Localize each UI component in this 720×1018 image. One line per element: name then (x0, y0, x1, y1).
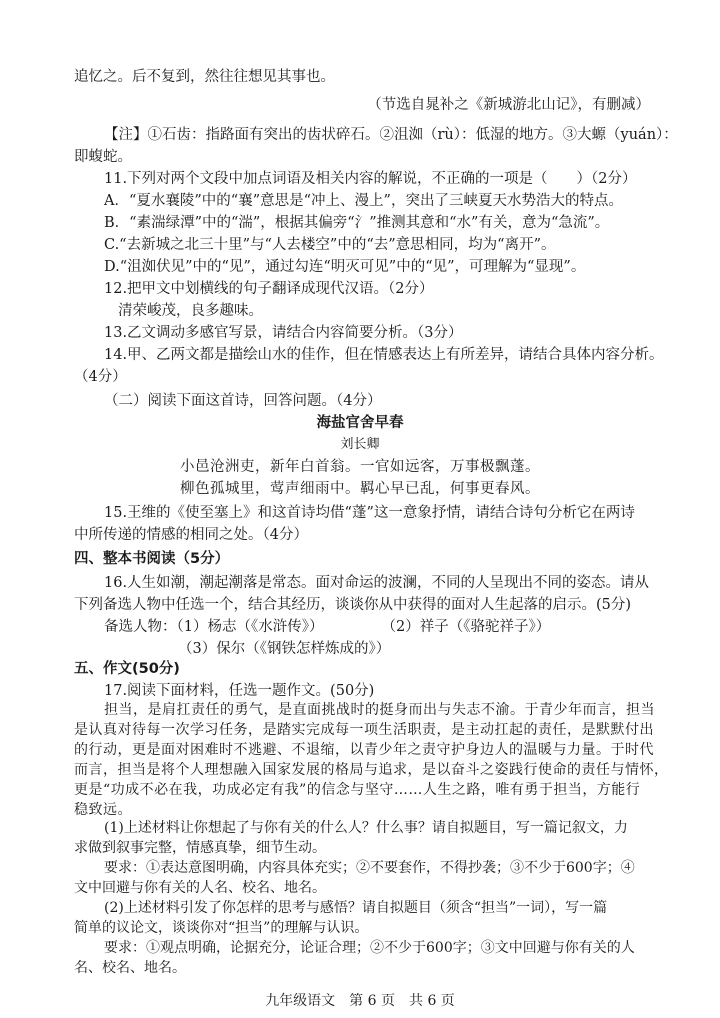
section-heading: （二）阅读下面这首诗，回答问题。（4分） (104, 393, 382, 409)
essay-prompt-1: 求做到叙事完整，情感真挚，细节生动。 (74, 840, 326, 856)
option-d: D.“沮洳伏见”中的“见”，通过勾连“明灭可见”中的“见”，可理解为“显现”。 (104, 259, 586, 275)
annotation-note: 即蝮蛇。 (74, 149, 132, 165)
candidate-list: 备选人物：（1）杨志（《水浒传》） （2）祥子（《骆驼祥子》） (104, 619, 551, 635)
annotation-note: 【注】①石齿：指路面有突出的齿状碎石。②沮洳（rù）：低湿的地方。③大螈（yuán）： (104, 127, 678, 143)
option-c: C.“去新城之北三十里”与“人去楼空”中的“去”意思相同，均为“离开”。 (104, 237, 556, 253)
question-12: 12.把甲文中划横线的句子翻译成现代汉语。（2分） (104, 281, 434, 297)
question-16: 16.人生如潮，潮起潮落是常态。面对命运的波澜，不同的人呈现出不同的姿态。请从 (104, 575, 650, 591)
essay-prompt-1: (1)上述材料让你想起了与你有关的什么人？什么事？请自拟题目，写一篇记叙文，力 (104, 820, 628, 836)
poem-line: 柳色孤城里，莺声细雨中。羁心早已乱，何事更春风。 (180, 481, 540, 497)
question-14: 14.甲、乙两文都是描绘山水的佳作，但在情感表达上有所差异，请结合具体内容分析。 (104, 347, 664, 363)
material-paragraph: 的行动，更是面对困难时不逃避、不退缩，以青少年之责守护身边人的温暖与力量。于时代 (74, 742, 654, 758)
candidate-list: （3）保尔（《钢铁怎样炼成的》） (178, 641, 391, 657)
question-17: 17.阅读下面材料，任选一题作文。(50分) (104, 683, 375, 699)
section-heading: 五、作文(50分) (74, 661, 180, 677)
option-a: A．“夏水襄陵”中的“襄”意思是“冲上、漫上”，突出了三峡夏天水势浩大的特点。 (104, 193, 623, 209)
text-line: 追忆之。后不复到，然往往想见其事也。 (74, 69, 335, 85)
essay-requirements: 文中回避与你有关的人名、校名、地名。 (74, 880, 326, 896)
question-14: （4分） (74, 369, 127, 385)
source-citation: （节选自晁补之《新城游北山记》，有删减） (367, 97, 650, 113)
essay-prompt-2: (2)上述材料引发了你怎样的思考与感悟？请自拟题目（须含“担当”一词），写一篇 (104, 900, 608, 916)
question-11: 11.下列对两个文段中加点词语及相关内容的解说，不正确的一项是（ ）（2分） (104, 171, 637, 187)
material-paragraph: 更是“功成不必在我，功成必定有我”的信念与坚守……人生之路，唯有勇于担当，方能行 (74, 782, 641, 798)
translation-sentence: 清荣峻茂，良多趣味。 (118, 303, 263, 319)
section-heading: 四、整本书阅读（5分） (74, 551, 230, 567)
material-paragraph: 担当，是肩扛责任的勇气，是直面挑战时的挺身而出与失志不渝。于青少年而言，担当 (104, 702, 655, 718)
material-paragraph: 稳致远。 (74, 802, 132, 818)
essay-requirements: 要求：①表达意图明确，内容具体充实；②不要套作，不得抄袭；③不少于600字；④ (104, 860, 635, 876)
question-15: 15.王维的《使至塞上》和这首诗均借“蓬”这一意象抒情，请结合诗句分析它在两诗 (104, 505, 635, 521)
question-13: 13.乙文调动多感官写景，请结合内容简要分析。（3分） (104, 325, 463, 341)
essay-requirements: 要求：①观点明确，论据充分，论证合理；②不少于600字；③文中回避与你有关的人 (104, 940, 635, 956)
page-footer: 九年级语文 第 6 页 共 6 页 (265, 993, 455, 1009)
material-paragraph: 而言，担当是将个人理想融入国家发展的格局与追求，是以奋斗之姿践行使命的责任与情怀， (74, 762, 669, 778)
poem-author: 刘长卿 (340, 437, 380, 452)
question-15: 中所传递的情感的相同之处。（4分） (74, 527, 308, 543)
option-b: B．“素湍绿潭”中的“湍”，根据其偏旁“氵”推测其意和“水”有关，意为“急流”。 (104, 215, 610, 231)
essay-prompt-2: 简单的议论文，谈谈你对“担当”的理解与认识。 (74, 920, 369, 936)
question-16: 下列备选人物中任选一个，结合其经历，谈谈你从中获得的面对人生起落的启示。(5分) (74, 597, 632, 613)
material-paragraph: 是认真对待每一次学习任务，是踏实完成每一项生活职责，是主动扛起的责任，是默默付出 (74, 722, 654, 738)
poem-line: 小邑沧洲吏，新年白首翁。一官如远客，万事极飘蓬。 (180, 459, 540, 475)
essay-requirements: 名、校名、地名。 (74, 960, 186, 976)
poem-title: 海盐官舍早春 (316, 415, 404, 431)
